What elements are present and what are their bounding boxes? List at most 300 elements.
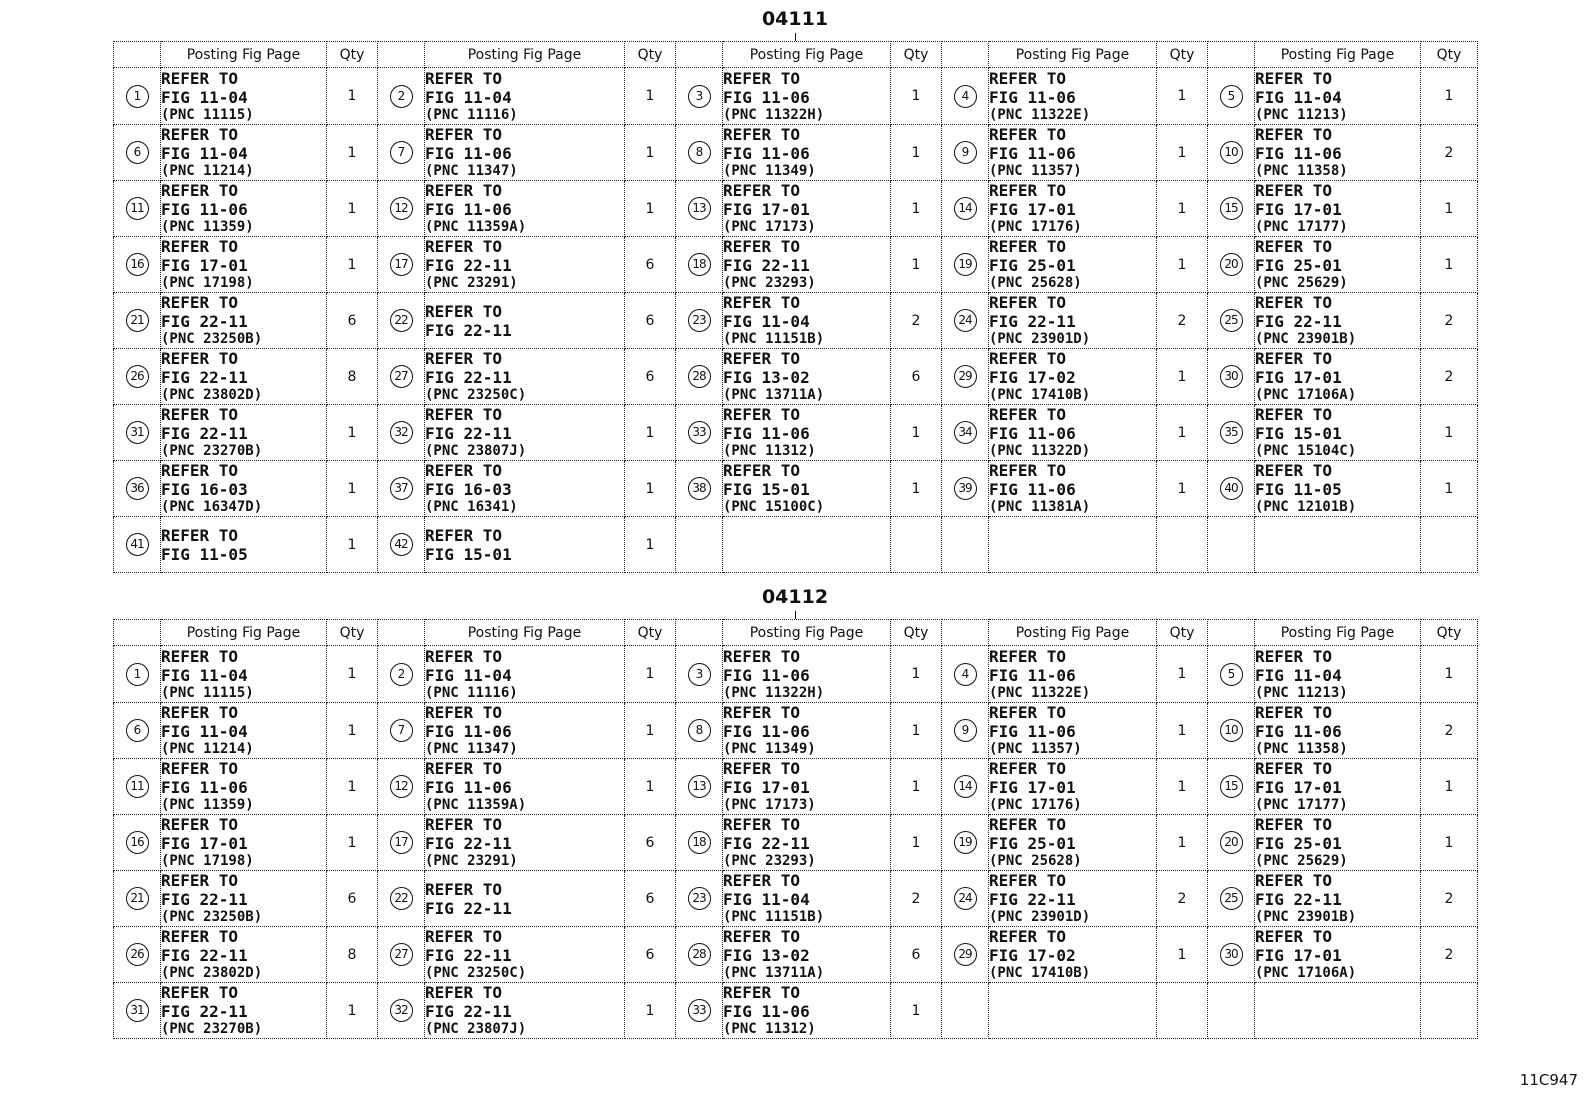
refer-to-text: REFER TO [161, 759, 239, 778]
posting-cell [989, 646, 1157, 703]
item-number-callout: 7 [390, 141, 413, 164]
refer-to-text: REFER TO [425, 349, 503, 368]
qty-cell: 1 [891, 461, 942, 517]
qty-cell: 1 [891, 237, 942, 293]
fig-reference: FIG 11-06 [989, 144, 1076, 163]
pnc-reference: (PNC 17198) [161, 275, 254, 291]
posting-cell [161, 759, 327, 815]
item-number-cell [676, 703, 723, 759]
refer-to-text: REFER TO [1255, 181, 1333, 200]
pnc-reference: (PNC 11322H) [723, 106, 825, 123]
refer-to-text: REFER TO [723, 759, 801, 778]
posting-cell [723, 181, 891, 237]
item-number-cell [1208, 983, 1255, 1039]
header-row [114, 42, 1478, 68]
fig-reference: FIG 11-06 [161, 200, 248, 219]
refer-to-text: REFER TO [723, 646, 801, 666]
refer-to-text: REFER TO [1255, 871, 1333, 890]
qty-cell: 2 [1421, 871, 1478, 927]
qty-cell: 2 [1421, 293, 1478, 349]
pnc-reference: (PNC 11213) [1255, 106, 1348, 123]
fig-reference: FIG 17-01 [1255, 368, 1342, 387]
item-number-callout: 26 [126, 943, 149, 966]
item-number-cell [114, 405, 161, 461]
refer-to-text: REFER TO [989, 181, 1067, 200]
posting-cell [989, 125, 1157, 181]
posting-cell [1255, 646, 1421, 703]
item-number-cell [1208, 703, 1255, 759]
header-posting: Posting Fig Page [1255, 42, 1421, 68]
item-number-callout: 17 [390, 831, 413, 854]
posting-cell [161, 349, 327, 405]
posting-cell [425, 815, 625, 871]
qty-cell: 1 [1157, 237, 1208, 293]
table-row [114, 815, 1478, 871]
pnc-reference: (PNC 23250C) [425, 387, 527, 403]
posting-cell [161, 927, 327, 983]
pnc-reference: (PNC 23901D) [989, 331, 1091, 347]
posting-cell [425, 68, 625, 125]
pnc-reference: (PNC 17410B) [989, 387, 1091, 403]
posting-cell [1255, 871, 1421, 927]
qty-cell: 2 [1421, 703, 1478, 759]
qty-cell [1421, 983, 1478, 1039]
fig-reference: FIG 11-06 [425, 722, 512, 741]
item-number-callout: 23 [688, 309, 711, 332]
parts-table [113, 41, 1478, 573]
qty-cell: 1 [327, 181, 378, 237]
refer-to-text: REFER TO [161, 68, 239, 88]
fig-reference: FIG 11-04 [1255, 87, 1342, 107]
pnc-reference: (PNC 13711A) [723, 965, 825, 981]
fig-reference: FIG 16-03 [161, 480, 248, 499]
pnc-reference: (PNC 23901B) [1255, 331, 1357, 347]
fig-reference: FIG 13-02 [723, 368, 810, 387]
posting-cell [161, 125, 327, 181]
item-number-callout: 35 [1220, 421, 1243, 444]
posting-cell [989, 405, 1157, 461]
posting-cell [989, 181, 1157, 237]
refer-to-text: REFER TO [989, 759, 1067, 778]
qty-cell: 1 [891, 125, 942, 181]
item-number-cell [114, 703, 161, 759]
item-number-cell [942, 293, 989, 349]
refer-to-text: REFER TO [1255, 68, 1333, 88]
posting-cell [723, 125, 891, 181]
item-number-cell [1208, 759, 1255, 815]
qty-cell: 1 [1421, 181, 1478, 237]
posting-cell [989, 983, 1157, 1039]
pnc-reference: (PNC 17176) [989, 219, 1082, 235]
refer-to-text: REFER TO [989, 703, 1067, 722]
pnc-reference: (PNC 23807J) [425, 1021, 527, 1037]
item-number-callout: 20 [1220, 831, 1243, 854]
pnc-reference: (PNC 23291) [425, 275, 518, 291]
fig-reference: FIG 11-06 [723, 665, 810, 685]
fig-reference: FIG 11-06 [989, 722, 1076, 741]
header-posting: Posting Fig Page [161, 42, 327, 68]
refer-to-text: REFER TO [1255, 349, 1333, 368]
item-number-cell [676, 181, 723, 237]
posting-cell [1255, 68, 1421, 125]
pnc-reference: (PNC 11116) [425, 684, 518, 701]
table-body [114, 68, 1478, 573]
item-number-callout: 3 [688, 663, 711, 686]
header-number-cell [1208, 42, 1255, 68]
item-number-callout: 39 [954, 477, 977, 500]
table-row [114, 293, 1478, 349]
fig-reference: FIG 17-01 [989, 778, 1076, 797]
item-number-cell [378, 815, 425, 871]
fig-reference: FIG 17-01 [1255, 200, 1342, 219]
posting-cell [1255, 237, 1421, 293]
pnc-reference: (PNC 23270B) [161, 1021, 263, 1037]
qty-cell [891, 517, 942, 573]
fig-reference: FIG 22-11 [161, 946, 248, 965]
posting-cell [161, 293, 327, 349]
header-posting: Posting Fig Page [723, 42, 891, 68]
qty-cell: 1 [1421, 461, 1478, 517]
item-number-cell [378, 237, 425, 293]
pnc-reference: (PNC 23291) [425, 853, 518, 869]
refer-to-text: REFER TO [1255, 237, 1333, 256]
pnc-reference: (PNC 11116) [425, 106, 518, 123]
item-number-callout: 9 [954, 141, 977, 164]
item-number-callout: 31 [126, 999, 149, 1022]
pnc-reference: (PNC 11381A) [989, 499, 1091, 515]
qty-cell: 1 [327, 646, 378, 703]
header-number-cell [114, 620, 161, 646]
posting-cell [989, 517, 1157, 573]
item-number-callout: 12 [390, 775, 413, 798]
fig-reference: FIG 15-01 [425, 544, 512, 564]
pnc-reference: (PNC 11349) [723, 741, 816, 757]
fig-reference: FIG 22-11 [161, 368, 248, 387]
refer-to-text: REFER TO [425, 759, 503, 778]
pnc-reference: (PNC 11322H) [723, 684, 825, 701]
posting-cell [723, 517, 891, 573]
qty-cell: 2 [1421, 349, 1478, 405]
item-number-callout: 29 [954, 943, 977, 966]
refer-to-text: REFER TO [1255, 927, 1333, 946]
posting-cell [1255, 927, 1421, 983]
fig-reference: FIG 22-11 [723, 256, 810, 275]
item-number-cell [378, 646, 425, 703]
item-number-callout: 10 [1220, 141, 1243, 164]
item-number-cell [114, 293, 161, 349]
header-qty: Qty [1421, 620, 1478, 646]
header-number-cell [676, 42, 723, 68]
fig-reference: FIG 11-06 [425, 144, 512, 163]
item-number-cell [1208, 927, 1255, 983]
pnc-reference: (PNC 17198) [161, 853, 254, 869]
header-posting: Posting Fig Page [989, 42, 1157, 68]
qty-cell: 6 [625, 237, 676, 293]
item-number-callout: 14 [954, 197, 977, 220]
fig-reference: FIG 11-06 [161, 778, 248, 797]
item-number-callout: 11 [126, 775, 149, 798]
header-posting: Posting Fig Page [425, 42, 625, 68]
qty-cell: 1 [625, 461, 676, 517]
pnc-reference: (PNC 23250B) [161, 909, 263, 925]
qty-cell: 1 [327, 237, 378, 293]
fig-reference: FIG 17-02 [989, 368, 1076, 387]
pnc-reference: (PNC 17106A) [1255, 387, 1357, 403]
pnc-reference: (PNC 23250B) [161, 331, 263, 347]
item-number-cell [676, 349, 723, 405]
item-number-callout: 14 [954, 775, 977, 798]
qty-cell: 6 [625, 871, 676, 927]
refer-to-text: REFER TO [425, 815, 503, 834]
pnc-reference: (PNC 11115) [161, 106, 254, 123]
pnc-reference: (PNC 11357) [989, 741, 1082, 757]
fig-reference: FIG 17-01 [1255, 778, 1342, 797]
fig-reference: FIG 11-04 [425, 665, 512, 685]
refer-to-text: REFER TO [723, 68, 801, 88]
posting-cell [1255, 181, 1421, 237]
item-number-callout: 30 [1220, 943, 1243, 966]
refer-to-text: REFER TO [989, 461, 1067, 480]
pnc-reference: (PNC 15100C) [723, 499, 825, 515]
item-number-callout: 5 [1220, 85, 1243, 108]
item-number-cell [676, 927, 723, 983]
item-number-callout: 7 [390, 719, 413, 742]
pnc-reference: (PNC 11359) [161, 797, 254, 813]
refer-to-text: REFER TO [161, 983, 239, 1002]
fig-reference: FIG 22-11 [161, 424, 248, 443]
item-number-callout: 2 [390, 85, 413, 108]
fig-reference: FIG 22-11 [161, 1002, 248, 1021]
table-row [114, 405, 1478, 461]
posting-cell [989, 703, 1157, 759]
qty-cell: 1 [327, 68, 378, 125]
posting-cell [425, 517, 625, 573]
posting-cell [1255, 461, 1421, 517]
item-number-cell [1208, 646, 1255, 703]
qty-cell: 1 [625, 405, 676, 461]
item-number-callout: 37 [390, 477, 413, 500]
fig-reference: FIG 22-11 [989, 312, 1076, 331]
refer-to-text: REFER TO [161, 461, 239, 480]
qty-cell: 1 [1157, 927, 1208, 983]
pnc-reference: (PNC 11322E) [989, 106, 1091, 123]
item-number-callout: 32 [390, 421, 413, 444]
qty-cell: 6 [625, 349, 676, 405]
posting-cell [1255, 983, 1421, 1039]
item-number-cell [676, 815, 723, 871]
pnc-reference: (PNC 11359) [161, 219, 254, 235]
pnc-reference: (PNC 23802D) [161, 387, 263, 403]
qty-cell: 8 [327, 927, 378, 983]
group-04112 [113, 586, 1477, 1046]
item-number-callout: 24 [954, 309, 977, 332]
table-row [114, 759, 1478, 815]
posting-cell [989, 815, 1157, 871]
fig-reference: FIG 11-06 [723, 1002, 810, 1021]
table-row [114, 181, 1478, 237]
fig-reference: FIG 22-11 [425, 946, 512, 965]
item-number-cell [378, 983, 425, 1039]
qty-cell: 1 [327, 703, 378, 759]
item-number-cell [942, 517, 989, 573]
qty-cell: 1 [1157, 815, 1208, 871]
posting-cell [989, 461, 1157, 517]
item-number-callout: 13 [688, 197, 711, 220]
table-row [114, 703, 1478, 759]
item-number-cell [378, 181, 425, 237]
pnc-reference: (PNC 25628) [989, 853, 1082, 869]
refer-to-text: REFER TO [989, 125, 1067, 144]
fig-reference: FIG 11-04 [161, 665, 248, 685]
pnc-reference: (PNC 23293) [723, 853, 816, 869]
header-qty: Qty [891, 42, 942, 68]
group-04111 [113, 8, 1477, 580]
item-number-cell [676, 237, 723, 293]
pnc-reference: (PNC 23250C) [425, 965, 527, 981]
item-number-cell [676, 646, 723, 703]
fig-reference: FIG 22-11 [161, 890, 248, 909]
posting-cell [1255, 293, 1421, 349]
posting-cell [989, 293, 1157, 349]
posting-cell [161, 703, 327, 759]
refer-to-text: REFER TO [425, 301, 503, 321]
header-number-cell [378, 620, 425, 646]
fig-reference: FIG 17-01 [1255, 946, 1342, 965]
pnc-reference: (PNC 17106A) [1255, 965, 1357, 981]
fig-reference: FIG 11-06 [723, 722, 810, 741]
item-number-cell [378, 927, 425, 983]
pnc-reference: (PNC 11312) [723, 443, 816, 459]
pnc-reference: (PNC 11151B) [723, 909, 825, 925]
refer-to-text: REFER TO [723, 349, 801, 368]
item-number-cell [942, 181, 989, 237]
header-qty: Qty [625, 620, 676, 646]
posting-cell [161, 815, 327, 871]
fig-reference: FIG 11-06 [989, 480, 1076, 499]
drawing-code: 11C947 [1519, 1071, 1578, 1089]
fig-reference: FIG 11-06 [1255, 722, 1342, 741]
refer-to-text: REFER TO [425, 525, 503, 545]
pnc-reference: (PNC 25629) [1255, 853, 1348, 869]
qty-cell: 1 [625, 517, 676, 573]
fig-reference: FIG 11-06 [425, 200, 512, 219]
fig-reference: FIG 22-11 [425, 424, 512, 443]
fig-reference: FIG 16-03 [425, 480, 512, 499]
item-number-cell [378, 759, 425, 815]
item-number-cell [942, 68, 989, 125]
refer-to-text: REFER TO [161, 349, 239, 368]
posting-cell [1255, 815, 1421, 871]
fig-reference: FIG 11-04 [161, 722, 248, 741]
item-number-cell [378, 125, 425, 181]
item-number-cell [1208, 405, 1255, 461]
table-row [114, 646, 1478, 703]
pnc-reference: (PNC 11213) [1255, 684, 1348, 701]
item-number-cell [676, 125, 723, 181]
item-number-cell [1208, 125, 1255, 181]
qty-cell: 1 [891, 405, 942, 461]
posting-cell [1255, 703, 1421, 759]
qty-cell: 1 [1157, 461, 1208, 517]
fig-reference: FIG 11-04 [161, 144, 248, 163]
item-number-callout: 30 [1220, 365, 1243, 388]
fig-reference: FIG 11-04 [1255, 665, 1342, 685]
item-number-callout: 25 [1220, 309, 1243, 332]
item-number-callout: 21 [126, 887, 149, 910]
refer-to-text: REFER TO [989, 815, 1067, 834]
pnc-reference: (PNC 25629) [1255, 275, 1348, 291]
posting-cell [1255, 349, 1421, 405]
item-number-callout: 2 [390, 663, 413, 686]
pnc-reference: (PNC 11322E) [989, 684, 1091, 701]
fig-reference: FIG 15-01 [723, 480, 810, 499]
qty-cell: 1 [1157, 181, 1208, 237]
header-number-cell [378, 42, 425, 68]
pnc-reference: (PNC 12101B) [1255, 499, 1357, 515]
fig-reference: FIG 22-11 [425, 368, 512, 387]
pnc-reference: (PNC 17173) [723, 219, 816, 235]
posting-cell [723, 349, 891, 405]
pnc-reference: (PNC 25628) [989, 275, 1082, 291]
item-number-callout: 28 [688, 943, 711, 966]
qty-cell: 1 [327, 517, 378, 573]
pnc-reference: (PNC 11322D) [989, 443, 1091, 459]
fig-reference: FIG 11-06 [989, 665, 1076, 685]
refer-to-text: REFER TO [425, 927, 503, 946]
table-row [114, 871, 1478, 927]
qty-cell: 1 [891, 181, 942, 237]
refer-to-text: REFER TO [161, 927, 239, 946]
fig-reference: FIG 11-06 [723, 424, 810, 443]
qty-cell: 1 [625, 68, 676, 125]
posting-cell [425, 405, 625, 461]
header-row [114, 620, 1478, 646]
pnc-reference: (PNC 11349) [723, 163, 816, 179]
fig-reference: FIG 22-11 [425, 834, 512, 853]
table-row [114, 927, 1478, 983]
item-number-cell [114, 68, 161, 125]
item-number-cell [114, 237, 161, 293]
item-number-callout: 9 [954, 719, 977, 742]
fig-reference: FIG 22-11 [1255, 890, 1342, 909]
item-number-callout: 22 [390, 309, 413, 332]
item-number-cell [114, 646, 161, 703]
posting-cell [161, 181, 327, 237]
item-number-callout: 19 [954, 831, 977, 854]
posting-cell [723, 927, 891, 983]
item-number-callout: 16 [126, 831, 149, 854]
pnc-reference: (PNC 11359A) [425, 219, 527, 235]
pnc-reference: (PNC 13711A) [723, 387, 825, 403]
item-number-cell [378, 349, 425, 405]
refer-to-text: REFER TO [425, 703, 503, 722]
item-number-callout: 41 [126, 533, 149, 556]
table-row [114, 68, 1478, 125]
refer-to-text: REFER TO [723, 181, 801, 200]
posting-cell [723, 646, 891, 703]
pnc-reference: (PNC 23807J) [425, 443, 527, 459]
qty-cell: 1 [327, 983, 378, 1039]
item-number-callout: 11 [126, 197, 149, 220]
item-number-cell [114, 349, 161, 405]
refer-to-text: REFER TO [161, 871, 239, 890]
posting-cell [723, 405, 891, 461]
refer-to-text: REFER TO [425, 125, 503, 144]
pnc-reference: (PNC 11347) [425, 741, 518, 757]
posting-cell [989, 927, 1157, 983]
refer-to-text: REFER TO [161, 405, 239, 424]
item-number-cell [942, 871, 989, 927]
